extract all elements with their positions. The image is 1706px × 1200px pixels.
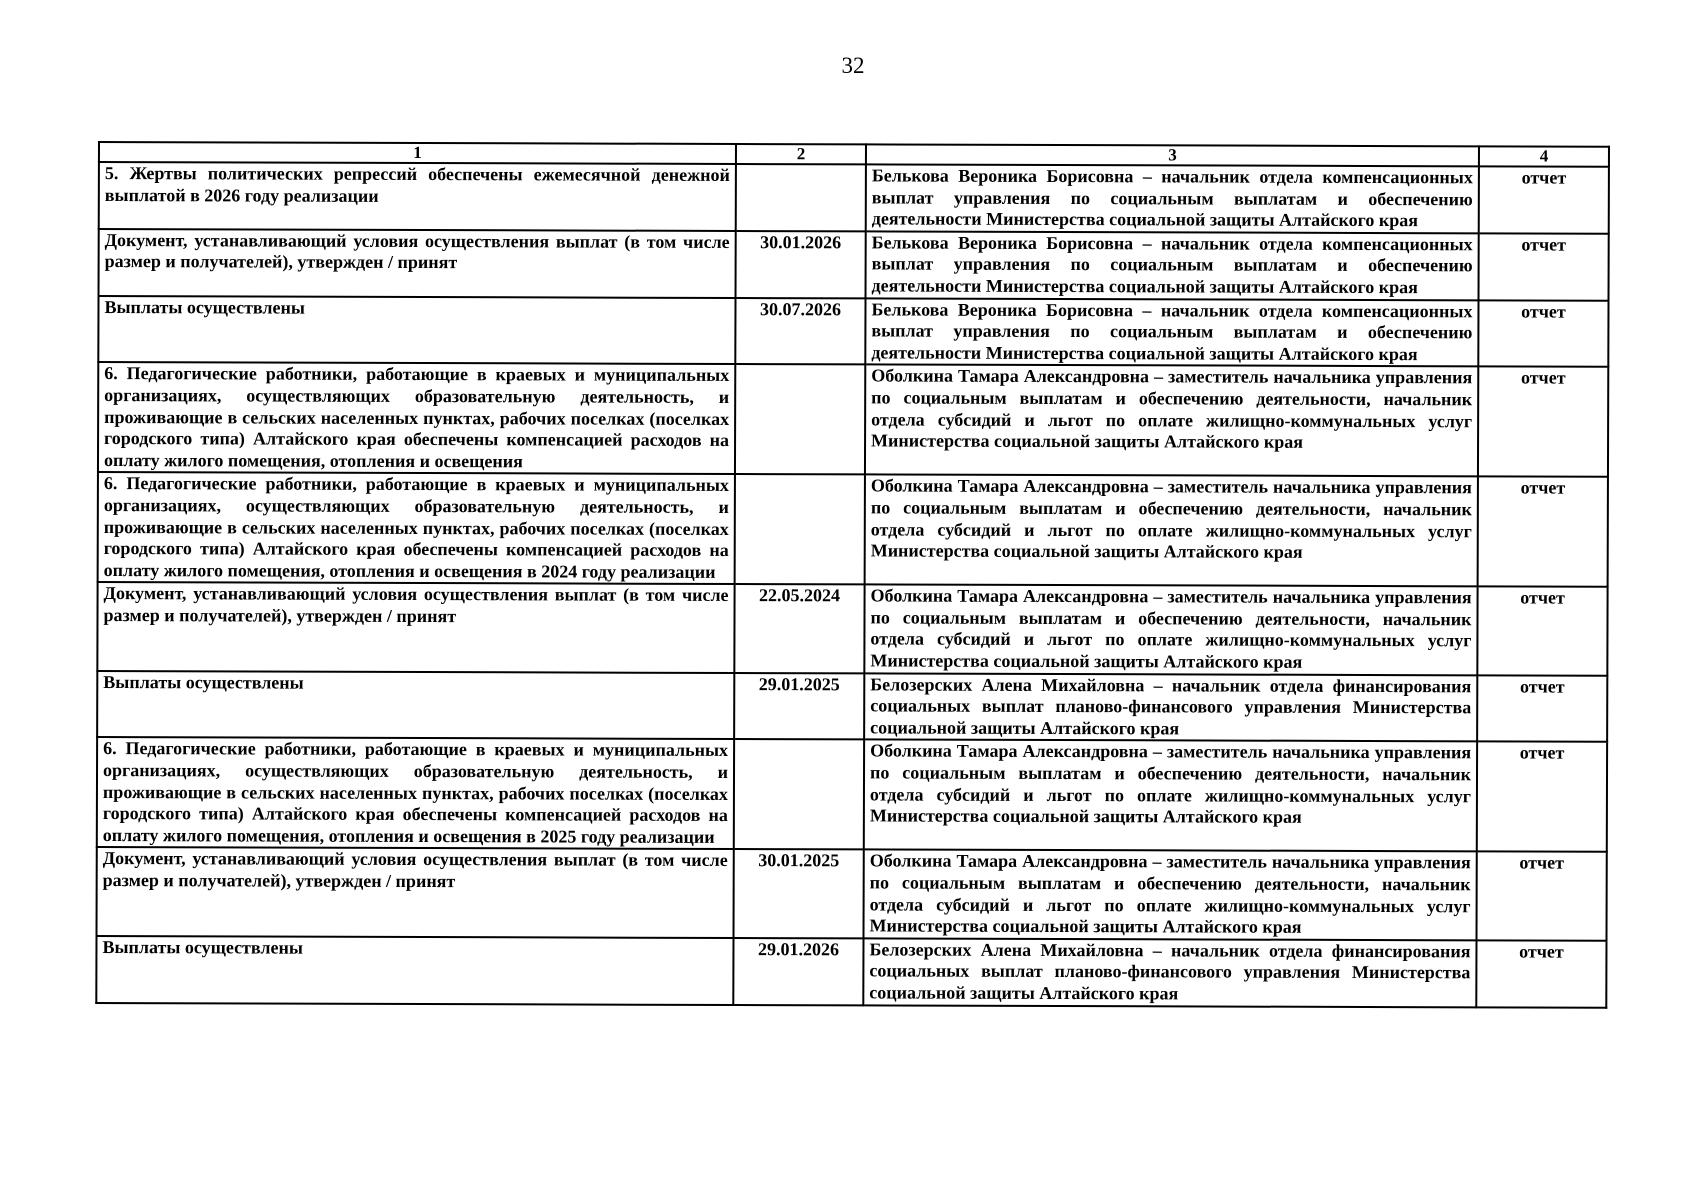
date-cell (736, 164, 866, 231)
date-cell (735, 474, 865, 584)
responsible-cell: Белозерских Алена Михайловна – начальник отдела финансирования социальных выплат планово-финансового управления Министерства социальной защиты Алтайского края (863, 938, 1476, 1007)
page-number: 32 (841, 53, 865, 78)
responsible-cell: Белькова Вероника Борисовна – начальник отдела компенсационных выплат управления по социальным выплатам и обеспечению деятельности Министерства социальной защиты Алтайского края (866, 231, 1479, 300)
event-cell: Выплаты осуществлены (98, 296, 735, 365)
responsible-cell: Белькова Вероника Борисовна – начальник отдела компенсационных выплат управления по социальным выплатам и обеспечению деятельности Министерства социальной защиты Алтайского края (866, 164, 1479, 233)
header-col-2: 2 (736, 144, 866, 164)
document-type-cell: отчет (1478, 300, 1608, 367)
date-cell: 29.01.2025 (734, 673, 864, 740)
responsible-cell: Оболкина Тамара Александровна – заместитель начальника управления по социальным выплатам и обеспечению деятельности, начальник отдела субсидий и льгот по оплате жилищно-коммунальных услуг Министерства социальной защиты Алтайского края (864, 585, 1477, 675)
table-row (97, 847, 1607, 940)
responsible-cell: Оболкина Тамара Александровна – заместитель начальника управления по социальным выплатам и обеспечению деятельности, начальник отдела субсидий и льгот по оплате жилищно-коммунальных услуг Министерства социальной защиты Алтайского края (865, 475, 1478, 587)
responsible-cell: Оболкина Тамара Александровна – заместитель начальника управления по социальным выплатам и обеспечению деятельности, начальник отдела субсидий и льгот по оплате жилищно-коммунальных услуг Министерства социальной защиты Алтайского края (865, 365, 1478, 477)
date-cell (735, 364, 865, 474)
date-cell: 30.07.2026 (735, 298, 865, 365)
responsible-cell: Оболкина Тамара Александровна – заместитель начальника управления по социальным выплатам и обеспечению деятельности, начальник отдела субсидий и льгот по оплате жилищно-коммунальных услуг Министерства социальной защиты Алтайского края (863, 850, 1476, 940)
event-cell: Выплаты осуществлены (97, 671, 734, 740)
document-type-cell: отчет (1476, 852, 1606, 941)
table-row (98, 296, 1608, 368)
event-cell: Документ, устанавливающий условия осуществления выплат (в том числе размер и получателей), утвержден / принят (97, 582, 734, 672)
responsible-cell: Белькова Вероника Борисовна – начальник отдела компенсационных выплат управления по социальным выплатам и обеспечению деятельности Министерства социальной защиты Алтайского края (865, 298, 1478, 367)
event-cell: 6. Педагогические работники, работающие в краевых и муниципальных организациях, осуществляющих образовательную деятельность, и проживающие в сельских населенных пунктах, рабочих поселках (поселках городского типа) Алтайского края обеспечены компенсацией расходов на оплату жилого помещения, отопления и освещения в 2024 году реализации (98, 472, 735, 584)
date-cell: 29.01.2026 (733, 938, 863, 1005)
table-body (96, 162, 1609, 1007)
header-col-4: 4 (1479, 146, 1609, 166)
document-type-cell: отчет (1477, 587, 1607, 676)
table-row (97, 582, 1607, 675)
date-cell (734, 739, 864, 849)
table-row (98, 472, 1608, 587)
date-cell: 22.05.2024 (734, 584, 864, 673)
table-row (96, 936, 1606, 1008)
document-type-cell: отчет (1477, 742, 1607, 852)
date-cell: 30.01.2026 (736, 231, 866, 298)
table-row (97, 671, 1607, 743)
event-cell: Документ, устанавливающий условия осуществления выплат (в том числе размер и получателей), утвержден / принят (97, 847, 734, 937)
document-type-cell: отчет (1478, 367, 1608, 477)
document-type-cell: отчет (1479, 233, 1609, 300)
table-row (99, 162, 1609, 234)
responsible-cell: Оболкина Тамара Александровна – заместитель начальника управления по социальным выплатам и обеспечению деятельности, начальник отдела субсидий и льгот по оплате жилищно-коммунальных услуг Министерства социальной защиты Алтайского края (864, 740, 1477, 852)
header-col-1: 1 (99, 142, 736, 164)
event-cell: Выплаты осуществлены (96, 936, 733, 1005)
document-type-cell: отчет (1479, 166, 1609, 233)
responsible-cell: Белозерских Алена Михайловна – начальник отдела финансирования социальных выплат планово-финансового управления Министерства социальной защиты Алтайского края (864, 673, 1477, 742)
header-col-3: 3 (866, 144, 1479, 166)
date-cell: 30.01.2025 (734, 849, 864, 938)
event-cell: 6. Педагогические работники, работающие в краевых и муниципальных организациях, осуществляющих образовательную деятельность, и проживающие в сельских населенных пунктах, рабочих поселках (поселках городского типа) Алтайского края обеспечены компенсацией расходов на оплату жилого помещения, отопления и освещения в 2025 году реализации (97, 737, 734, 849)
table-row (98, 362, 1608, 477)
event-cell: 5. Жертвы политических репрессий обеспечены ежемесячной денежной выплатой в 2026 году реализации (99, 162, 736, 231)
document-type-cell: отчет (1477, 675, 1607, 742)
table-row (99, 229, 1609, 301)
event-cell: 6. Педагогические работники, работающие в краевых и муниципальных организациях, осуществляющих образовательную деятельность, и проживающие в сельских населенных пунктах, рабочих поселках (поселках городского типа) Алтайского края обеспечены компенсацией расходов на оплату жилого помещения, отопления и освещения (98, 362, 735, 474)
plan-table (95, 141, 1610, 1008)
document-type-cell: отчет (1476, 940, 1606, 1007)
event-cell: Документ, устанавливающий условия осуществления выплат (в том числе размер и получателей), утвержден / принят (99, 229, 736, 298)
table-row (97, 737, 1607, 852)
document-type-cell: отчет (1478, 477, 1608, 587)
